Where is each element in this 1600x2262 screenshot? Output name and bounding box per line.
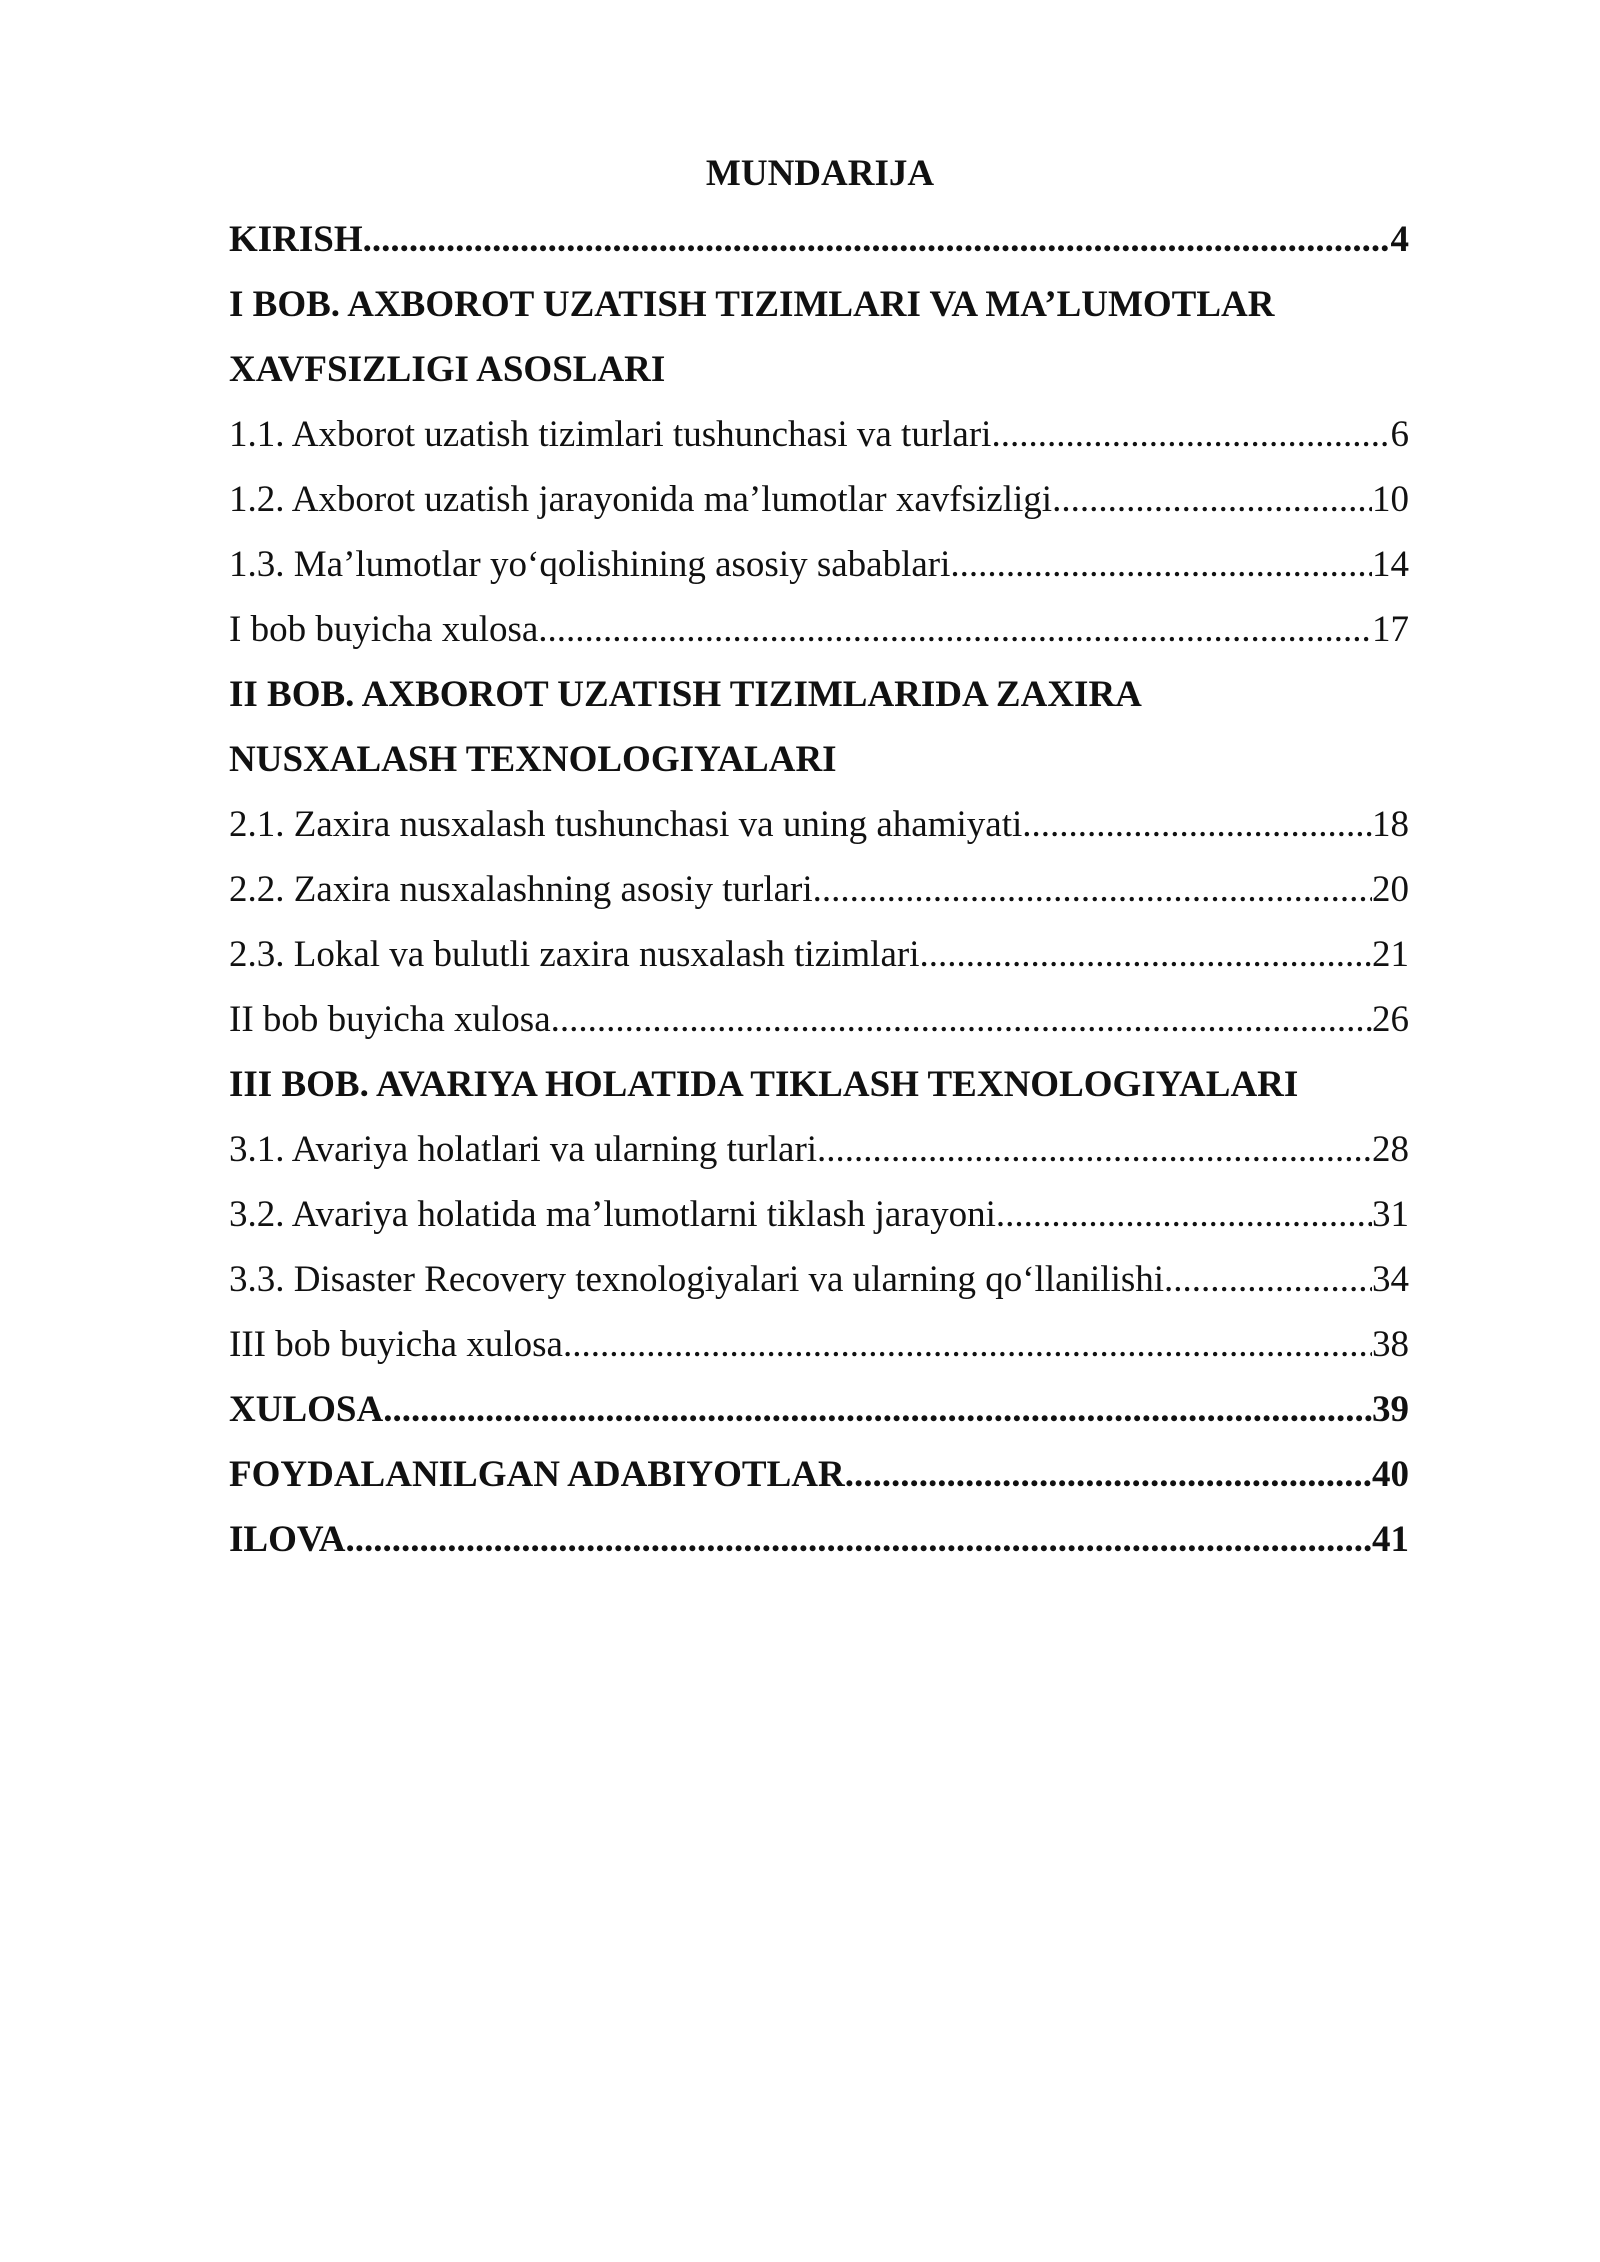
toc-entry-label: III BOB. AVARIYA HOLATIDA TIKLASH TEXNOLOGIYALARI [229, 1064, 1299, 1105]
toc-entry-label: II BOB. AXBOROT UZATISH TIZIMLARIDA ZAXIRA [229, 674, 1142, 715]
toc-page-number: 14 [1372, 544, 1409, 585]
toc-entry-label: 2.1. Zaxira nusxalash tushunchasi va uning ahamiyati [229, 804, 1023, 845]
toc-dot-leader [383, 1385, 1372, 1435]
toc-entry-label: 3.1. Avariya holatlari va ularning turlari [229, 1129, 818, 1170]
toc-dot-leader [363, 215, 1391, 265]
toc-entry-label: KIRISH [229, 219, 363, 260]
toc-chapter-heading[interactable] [229, 345, 1409, 410]
toc-entry-label: 1.1. Axborot uzatish tizimlari tushunchasi va turlari [229, 414, 992, 455]
toc-dot-leader [845, 1450, 1372, 1500]
toc-entry-label: I BOB. AXBOROT UZATISH TIZIMLARI VA MA’LUMOTLAR [229, 284, 1275, 325]
toc-chapter-heading[interactable] [229, 280, 1409, 345]
toc-entry[interactable] [229, 1255, 1409, 1320]
toc-entry[interactable] [229, 930, 1409, 995]
toc-dot-leader [991, 410, 1390, 460]
toc-chapter-heading[interactable] [229, 670, 1409, 735]
toc-entry[interactable] [229, 1385, 1409, 1450]
toc-entry[interactable] [229, 540, 1409, 605]
toc-dot-leader [551, 995, 1372, 1045]
toc-title: MUNDARIJA [705, 153, 935, 194]
toc-entry[interactable] [229, 800, 1409, 865]
toc-page-number: 40 [1372, 1454, 1409, 1495]
toc-page-number: 41 [1372, 1519, 1409, 1560]
toc-dot-leader [919, 930, 1372, 980]
toc-entry[interactable] [229, 1320, 1409, 1385]
toc-page-number: 17 [1372, 609, 1409, 650]
toc-entry[interactable] [229, 410, 1409, 475]
toc-entry[interactable] [229, 1190, 1409, 1255]
toc-dot-leader [538, 605, 1372, 655]
toc-entry-label: III bob buyicha xulosa [229, 1324, 563, 1365]
toc-entry-label: 2.3. Lokal va bulutli zaxira nusxalash tizimlari [229, 934, 920, 975]
toc-page-number: 26 [1372, 999, 1409, 1040]
toc-page-number: 20 [1372, 869, 1409, 910]
toc-list [229, 215, 1409, 1580]
toc-entry[interactable] [229, 865, 1409, 930]
toc-entry-label: 3.2. Avariya holatida ma’lumotlarni tiklash jarayoni [229, 1194, 996, 1235]
toc-chapter-heading[interactable] [229, 1060, 1409, 1125]
toc-entry-label: 3.3. Disaster Recovery texnologiyalari va ularning qo‘llanilishi [229, 1259, 1165, 1300]
toc-entry[interactable] [229, 605, 1409, 670]
toc-page-number: 4 [1390, 219, 1409, 260]
toc-dot-leader [1164, 1255, 1372, 1305]
toc-dot-leader [813, 865, 1372, 915]
toc-entry[interactable] [229, 1515, 1409, 1580]
toc-entry[interactable] [229, 475, 1409, 540]
toc-dot-leader [1052, 475, 1372, 525]
toc-entry[interactable] [229, 215, 1409, 280]
toc-entry-label: XULOSA [229, 1389, 384, 1430]
toc-page-number: 34 [1372, 1259, 1409, 1300]
toc-entry[interactable] [229, 995, 1409, 1060]
toc-entry-label: ILOVA [229, 1519, 346, 1560]
toc-page-number: 18 [1372, 804, 1409, 845]
toc-dot-leader [996, 1190, 1372, 1240]
toc-entry-label: 1.3. Ma’lumotlar yo‘qolishining asosiy sabablari [229, 544, 951, 585]
toc-page-number: 31 [1372, 1194, 1409, 1235]
toc-page-number: 10 [1372, 479, 1409, 520]
toc-entry[interactable] [229, 1125, 1409, 1190]
toc-entry-label: FOYDALANILGAN ADABIYOTLAR [229, 1454, 845, 1495]
toc-entry-label: 1.2. Axborot uzatish jarayonida ma’lumotlar xavfsizligi [229, 479, 1053, 520]
toc-page-number: 6 [1390, 414, 1409, 455]
toc-dot-leader [346, 1515, 1372, 1565]
toc-entry-label: 2.2. Zaxira nusxalashning asosiy turlari [229, 869, 813, 910]
toc-dot-leader [563, 1320, 1372, 1370]
toc-dot-leader [1022, 800, 1372, 850]
toc-chapter-heading[interactable] [229, 735, 1409, 800]
toc-dot-leader [817, 1125, 1372, 1175]
toc-entry-label: XAVFSIZLIGI ASOSLARI [229, 349, 666, 390]
toc-page-number: 21 [1372, 934, 1409, 975]
toc-entry[interactable] [229, 1450, 1409, 1515]
toc-page-number: 38 [1372, 1324, 1409, 1365]
toc-page-number: 28 [1372, 1129, 1409, 1170]
toc-entry-label: I bob buyicha xulosa [229, 609, 539, 650]
toc-entry-label: NUSXALASH TEXNOLOGIYALARI [229, 739, 837, 780]
toc-entry-label: II bob buyicha xulosa [229, 999, 551, 1040]
toc-dot-leader [950, 540, 1372, 590]
toc-page-number: 39 [1372, 1389, 1409, 1430]
